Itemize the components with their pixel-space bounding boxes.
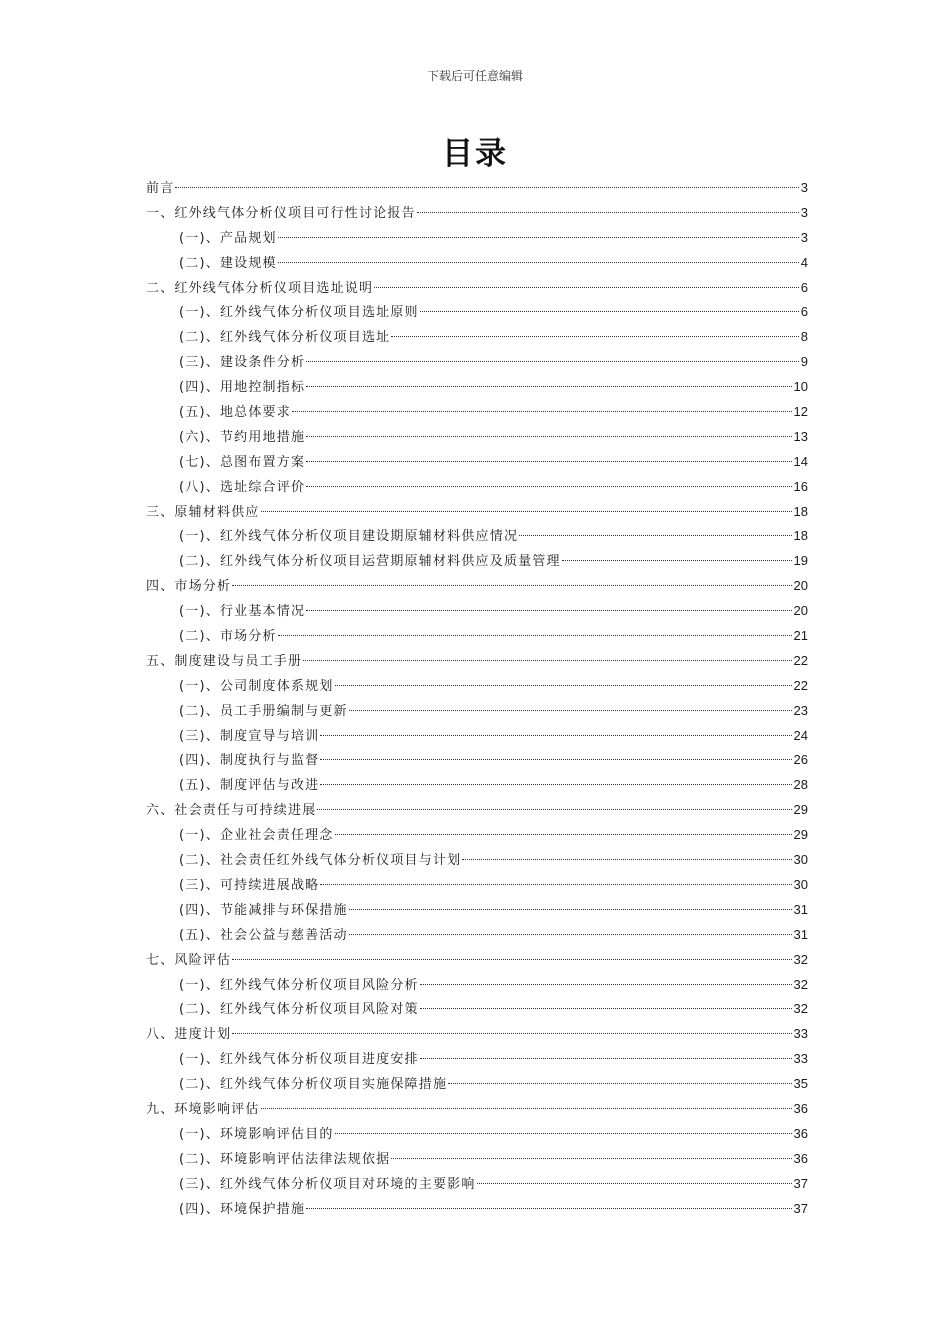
toc-page-number: 18 <box>793 503 808 519</box>
dot-leader <box>391 1158 791 1159</box>
toc-subentry[interactable] <box>146 1147 808 1172</box>
toc-subentry[interactable] <box>146 325 808 350</box>
toc-page-number: 12 <box>793 404 808 420</box>
toc-entry[interactable] <box>146 500 808 525</box>
toc-entry-text: (五)、地总体要求 <box>179 405 291 421</box>
toc-subentry[interactable] <box>146 674 808 699</box>
toc-entry-text: (三)、红外线气体分析仪项目对环境的主要影响 <box>179 1176 476 1192</box>
toc-page-number: 24 <box>793 727 808 743</box>
toc-page-number: 33 <box>793 1026 808 1042</box>
dot-leader <box>303 660 791 661</box>
toc-entry-text: (四)、制度执行与监督 <box>179 753 320 769</box>
toc-page-number: 37 <box>793 1200 808 1216</box>
dot-leader <box>420 984 792 985</box>
toc-page-number: 37 <box>793 1175 808 1191</box>
dot-leader <box>306 610 791 611</box>
toc-subentry[interactable] <box>146 624 808 649</box>
toc-subentry[interactable] <box>146 973 808 998</box>
toc-page-number: 36 <box>793 1100 808 1116</box>
toc-page-number: 8 <box>800 329 808 345</box>
toc-entry-text: (四)、节能减排与环保措施 <box>179 902 348 918</box>
toc-entry-text: (二)、红外线气体分析仪项目风险对策 <box>179 1002 419 1018</box>
dot-leader <box>306 386 791 387</box>
toc-subentry[interactable] <box>146 475 808 500</box>
toc-subentry[interactable] <box>146 1122 808 1147</box>
toc-subentry[interactable] <box>146 450 808 475</box>
dot-leader <box>335 834 792 835</box>
dot-leader <box>420 1008 792 1009</box>
toc-subentry[interactable] <box>146 699 808 724</box>
toc-entry-text: (一)、产品规划 <box>179 230 277 246</box>
toc-page-number: 20 <box>793 603 808 619</box>
dot-leader <box>349 710 792 711</box>
toc-entry-text: (二)、红外线气体分析仪项目实施保障措施 <box>179 1077 448 1093</box>
dot-leader <box>232 1033 791 1034</box>
toc-entry-text: 二、红外线气体分析仪项目选址说明 <box>146 280 374 296</box>
toc-page-number: 14 <box>793 453 808 469</box>
toc-entry-text: (一)、红外线气体分析仪项目建设期原辅材料供应情况 <box>179 529 519 545</box>
toc-entry-text: (一)、红外线气体分析仪项目进度安排 <box>179 1052 419 1068</box>
toc-subentry[interactable] <box>146 997 808 1022</box>
toc-page-number: 13 <box>793 428 808 444</box>
toc-page-number: 20 <box>793 578 808 594</box>
toc-subentry[interactable] <box>146 251 808 276</box>
toc-page-number: 21 <box>793 628 808 644</box>
dot-leader <box>391 336 798 337</box>
dot-leader <box>335 685 792 686</box>
dot-leader <box>278 262 799 263</box>
toc-entry[interactable] <box>146 948 808 973</box>
toc-entry-text: (一)、红外线气体分析仪项目风险分析 <box>179 977 419 993</box>
toc-page-number: 4 <box>800 254 808 270</box>
toc-page-number: 31 <box>793 901 808 917</box>
toc-page-number: 36 <box>793 1125 808 1141</box>
dot-leader <box>374 287 799 288</box>
toc-entry[interactable] <box>146 798 808 823</box>
toc-entry-text: (三)、可持续进展战略 <box>179 877 320 893</box>
toc-page-number: 6 <box>800 304 808 320</box>
toc-entry[interactable] <box>146 1097 808 1122</box>
toc-entry-text: (五)、制度评估与改进 <box>179 778 320 794</box>
toc-entry-text: (八)、选址综合评价 <box>179 479 306 495</box>
toc-page-number: 3 <box>800 204 808 220</box>
toc-entry-text: (五)、社会公益与慈善活动 <box>179 927 348 943</box>
dot-leader <box>420 311 799 312</box>
toc-page-number: 3 <box>800 229 808 245</box>
toc-entry[interactable] <box>146 649 808 674</box>
toc-page-number: 22 <box>793 652 808 668</box>
toc-entry-text: (三)、建设条件分析 <box>179 355 306 371</box>
dot-leader <box>232 585 791 586</box>
dot-leader <box>448 1083 791 1084</box>
toc-subentry[interactable] <box>146 748 808 773</box>
dot-leader <box>320 884 791 885</box>
toc-subentry[interactable] <box>146 226 808 251</box>
dot-leader <box>306 486 791 487</box>
toc-page-number: 32 <box>793 951 808 967</box>
toc-entry-text: (二)、建设规模 <box>179 255 277 271</box>
toc-subentry[interactable] <box>146 898 808 923</box>
toc-entry-text: 前言 <box>146 181 175 196</box>
toc-entry-text: (一)、行业基本情况 <box>179 604 306 620</box>
dot-leader <box>306 436 791 437</box>
toc-entry-text: 一、红外线气体分析仪项目可行性讨论报告 <box>146 205 416 221</box>
toc-entry-text: (一)、红外线气体分析仪项目选址原则 <box>179 305 419 321</box>
toc-subentry[interactable] <box>146 599 808 624</box>
toc-entry-text: (六)、节约用地措施 <box>179 429 306 445</box>
dot-leader <box>519 535 791 536</box>
toc-entry-text: (二)、市场分析 <box>179 629 277 645</box>
dot-leader <box>306 461 791 462</box>
toc-subentry[interactable] <box>146 425 808 450</box>
toc-subentry[interactable] <box>146 375 808 400</box>
toc-subentry[interactable] <box>146 848 808 873</box>
dot-leader <box>320 784 791 785</box>
toc-page-number: 3 <box>800 180 808 195</box>
dot-leader <box>477 1183 792 1184</box>
toc-entry-text: (四)、环境保护措施 <box>179 1201 306 1217</box>
toc-subentry[interactable] <box>146 549 808 574</box>
toc-entry-text: (七)、总图布置方案 <box>179 454 306 470</box>
toc-subentry[interactable] <box>146 1047 808 1072</box>
toc-entry[interactable] <box>146 1022 808 1047</box>
toc-entry-text: (四)、用地控制指标 <box>179 380 306 396</box>
toc-page-number: 16 <box>793 478 808 494</box>
toc-page-number: 30 <box>793 852 808 868</box>
toc-entry-text: (一)、企业社会责任理念 <box>179 828 334 844</box>
toc-entry-text: 三、原辅材料供应 <box>146 504 260 520</box>
dot-leader <box>261 1108 792 1109</box>
toc-page-number: 6 <box>800 279 808 295</box>
dot-leader <box>335 1133 792 1134</box>
toc-entry-text: (一)、公司制度体系规划 <box>179 678 334 694</box>
toc-entry-text: (一)、环境影响评估目的 <box>179 1126 334 1142</box>
toc-page-number: 32 <box>793 976 808 992</box>
toc-entry-text: 七、风险评估 <box>146 952 232 968</box>
toc-subentry[interactable] <box>146 923 808 948</box>
toc-entry-text: (二)、红外线气体分析仪项目运营期原辅材料供应及质量管理 <box>179 554 561 570</box>
toc-page-number: 18 <box>793 528 808 544</box>
toc-page-number: 10 <box>793 379 808 395</box>
toc-entry-text: 六、社会责任与可持续进展 <box>146 803 317 819</box>
dot-leader <box>292 411 792 412</box>
toc-entry-text: (二)、红外线气体分析仪项目选址 <box>179 330 391 346</box>
toc-subentry[interactable] <box>146 823 808 848</box>
toc-entry-text: (二)、员工手册编制与更新 <box>179 703 348 719</box>
dot-leader <box>420 1058 792 1059</box>
toc-page-number: 33 <box>793 1051 808 1067</box>
toc-entry-text: (二)、社会责任红外线气体分析仪项目与计划 <box>179 853 462 869</box>
toc-page-number: 35 <box>793 1076 808 1092</box>
toc-subentry[interactable] <box>146 524 808 549</box>
toc-entry[interactable] <box>146 574 808 599</box>
toc-page-number: 29 <box>793 802 808 818</box>
toc-subentry[interactable] <box>146 773 808 798</box>
dot-leader <box>278 635 792 636</box>
toc-entry-text: 八、进度计划 <box>146 1027 232 1043</box>
toc-entry-text: 四、市场分析 <box>146 579 232 595</box>
toc-page-number: 32 <box>793 1001 808 1017</box>
toc-subentry[interactable] <box>146 724 808 749</box>
header-note: 下载后可任意编辑 <box>426 69 523 83</box>
toc-title: 目录 <box>442 136 508 172</box>
dot-leader <box>462 859 791 860</box>
toc-entry[interactable] <box>146 201 808 226</box>
dot-leader <box>317 809 791 810</box>
dot-leader <box>278 237 799 238</box>
dot-leader <box>306 1208 791 1209</box>
toc-page-number: 26 <box>793 752 808 768</box>
toc-entry-text: 九、环境影响评估 <box>146 1101 260 1117</box>
toc-page-number: 22 <box>793 677 808 693</box>
toc-page-number: 31 <box>793 926 808 942</box>
dot-leader <box>562 560 792 561</box>
toc-subentry[interactable] <box>146 873 808 898</box>
dot-leader <box>261 511 792 512</box>
dot-leader <box>175 187 798 188</box>
dot-leader <box>349 909 792 910</box>
toc-entry[interactable] <box>146 276 808 301</box>
toc-page-number: 9 <box>800 354 808 370</box>
dot-leader <box>320 735 791 736</box>
toc-page-number: 36 <box>793 1150 808 1166</box>
toc-page-number: 28 <box>793 777 808 793</box>
dot-leader <box>306 361 799 362</box>
toc-subentry[interactable] <box>146 400 808 425</box>
toc-page-number: 19 <box>793 553 808 569</box>
toc-subentry[interactable] <box>146 1172 808 1197</box>
toc-page-number: 23 <box>793 702 808 718</box>
dot-leader <box>320 759 791 760</box>
toc-subentry[interactable] <box>146 1072 808 1097</box>
toc-subentry[interactable] <box>146 300 808 325</box>
dot-leader <box>232 959 791 960</box>
toc-subentry[interactable] <box>146 1197 808 1222</box>
toc-page-number: 29 <box>793 827 808 843</box>
toc-page-number: 30 <box>793 876 808 892</box>
dot-leader <box>349 934 792 935</box>
toc-entry-text: (二)、环境影响评估法律法规依据 <box>179 1151 391 1167</box>
dot-leader <box>417 212 799 213</box>
toc-entry-text: (三)、制度宣导与培训 <box>179 728 320 744</box>
toc-entry-text: 五、制度建设与员工手册 <box>146 653 303 669</box>
toc-entry[interactable] <box>146 176 808 201</box>
toc-subentry[interactable] <box>146 350 808 375</box>
table-of-contents <box>146 176 808 1221</box>
